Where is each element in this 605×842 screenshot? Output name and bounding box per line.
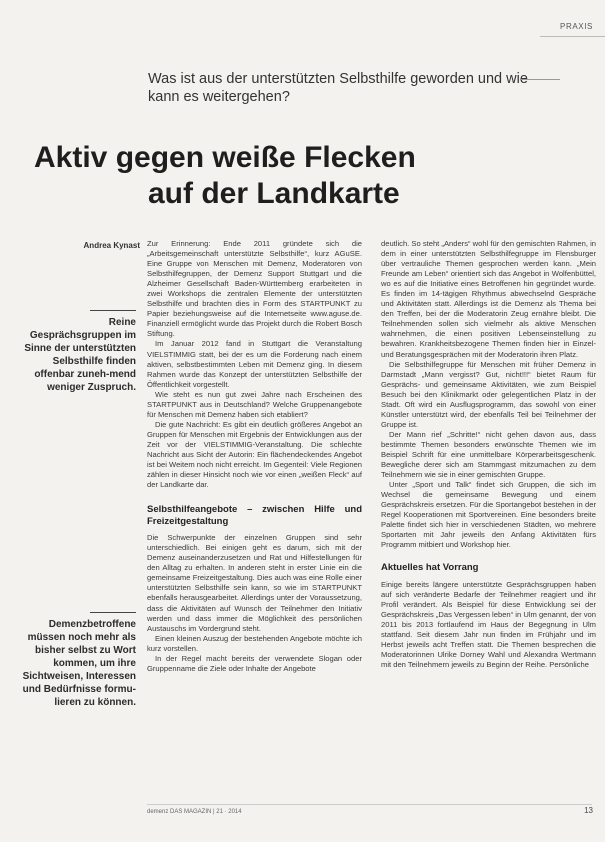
header-rule [540, 36, 605, 37]
article-column-2 [381, 239, 596, 670]
headline-line-2: auf der Landkarte [148, 177, 400, 210]
section-tag: PRAXIS [560, 22, 593, 31]
paragraph: Die Selbsthilfegruppe für Menschen mit früher Demenz in Darmstadt „Mann vergisst? Gut, nicht!!!“ bietet Raum für Gesprächs- und gemeinsame Aktivitäten, wie zum Beispiel Besuch bei den Klinikmarkt oder gelegentlichen Platz in der Stadt. Oft wird ein Ausflugsprogramm, das sowohl von einer Künstler unterstützt wird, der ebenfalls Teil bei Teilnehmer der Gruppe ist. [381, 359, 596, 429]
paragraph: Wie steht es nun gut zwei Jahre nach Erscheinen des STARTPUNKT aus in Deutschland? Welche Gruppenangebote für Menschen mit Demenz haben sich etabliert? [147, 389, 362, 419]
headline-line-1: Aktiv gegen weiße Flecken [34, 141, 416, 174]
article-column-1 [147, 239, 362, 674]
paragraph: Die gute Nachricht: Es gibt ein deutlich größeres Angebot an Gruppen für Menschen mit Ergebnis der Entwicklungen aus der Zeit vor der VIELSTIMMIG-Veranstaltung. Die schlechte Nachricht aus Sicht der Autorin: Ein flächendeckendes Angebot ist bei Weitem noch nicht erreicht. Im Gegenteil: Viele Regionen zählen in dieser Hinsicht noch wie vor einen „weißen Fleck“ auf der Landkarte dar. [147, 419, 362, 490]
subheading: Selbsthilfeangebote – zwischen Hilfe und Freizeitgestaltung [147, 504, 362, 527]
footer-rule [147, 804, 592, 805]
pullquote-1-rule [90, 310, 136, 311]
paragraph: Unter „Sport und Talk“ findet sich Gruppen, die sich im Wechsel die gemeinsame Bewegung und einem Gesprächskreis ersetzen. Für die Sportangebot bestehen in der Regel Kooperationen mit Sportvereinen. Eine besonders breite Palette findet sich hier in verschiedenen Städten, wo mehrere Sportarten mit Jahr jeweils den Anfang Aktivitäten fürs Programm mitbiert und Workshop hier. [381, 480, 596, 550]
article-kicker: Was ist aus der unterstützten Selbsthilfe geworden und wie kann es weitergehen? [148, 71, 528, 105]
paragraph: deutlich. So steht „Anders“ wohl für den gemischten Rahmen, in dem in einer unterstützten Selbsthilfegruppe im Flensburger über vertrauliche Themen gesprochen werden kann. „Mein Freunde am Leben“ orientiert sich das Angebot in Wolfenbüttel, wo es auf die Initiative eines Betroffenen hin gegründet wurde. Es finden im 14-tägigen Rhythmus abwechselnd Gespräche und Aktivitäten statt. Allerdings ist die Demenz als Thema bei den Treffen, bei der die Moderatorin Zeug ernähre bleibt. Die Teilnehmenden sollen sich vielmehr als aktive Menschen wahrnehmen, die einen positiven Lebenseinstellung zu bewahren. Krankheitsbezogene Themen finden hier in Einzel- und Beratungsgesprächen mit der Moderatorin ihren Platz. [381, 239, 596, 359]
paragraph: Zur Erinnerung: Ende 2011 gründete sich die „Arbeitsgemeinschaft unterstützte Selbsthilfe“, kurz AGuSE. Eine Gruppe von Menschen mit Demenz, Moderatoren von Selbsthilfegruppen, der Demenz Support Stuttgart und die Alzheimer Gesellschaft Baden-Württemberg erarbeiteten in zwei Workshops die zentralen Elemente der unterstützten Selbsthilfe und brachten dies in Form des STARTPUNKT zu Papier beziehungsweise auf die Internetseite www.aguse.de. Finanziell ermöglicht wurde das Projekt durch die Robert Bosch Stiftung. [147, 239, 362, 339]
paragraph: In der Regel macht bereits der verwendete Slogan oder Gruppenname die Ziele oder Inhalte der Angebote [147, 653, 362, 673]
article-headline [34, 140, 574, 212]
kicker-rule [520, 79, 560, 80]
pullquote-2: Demenzbetroffene müssen noch mehr als bisher selbst zu Wort kommen, um ihre Sichtweisen, Interessen und Bedürfnisse formu-lieren zu können. [22, 619, 136, 708]
paragraph: Der Mann rief „Schritte!“ nicht gehen davon aus, dass bestimmte Themen besonders erwünschte Themen wie im Beispiel Schrift für eine unmittelbare Körperarbeitsgeschenk. Bewegliche derer sich am Stammgast mitzumachen zu dem Teilnehmern wie sie in einer gemischten Gruppe. [381, 429, 596, 480]
paragraph: Einige bereits längere unterstützte Gesprächsgruppen haben auf sich veränderte Bedarfe der Teilnehmer reagiert und ihr Profil verändert. Als Beispiel für diese Entwicklung sei der Gesprächskreis „Das Vergessen leben“ in Ulm genannt, der von 2011 bis 2013 fortlaufend im Haus der Begegnung in Ulm stattfand. Seit diesem Jahr nun finden im Frühjahr und im Herbst jeweils acht Treffen statt. Die Themen besprechen die Moderatorinnen Ulrike Dorney Wahl und Alexandra Wertmann mit den Teilnehmern jeweils zu Beginn der Reihe. Persönliche [381, 579, 596, 670]
paragraph: Einen kleinen Auszug der bestehenden Angebote möchte ich kurz vorstellen. [147, 633, 362, 653]
author-name: Andrea Kynast [83, 241, 140, 250]
paragraph: Im Januar 2012 fand in Stuttgart die Veranstaltung VIELSTIMMIG statt, bei der es um die Forderung nach einem aktiven, selbstbestimmten Leben mit Demenz ging. In diesem Rahmen wurde das Konzept der unterstützten Selbsthilfe der Öffentlichkeit vorgestellt. [147, 339, 362, 389]
subheading: Aktuelles hat Vorrang [381, 562, 479, 574]
page-number: 13 [584, 806, 593, 815]
footer-magazine: demenz DAS MAGAZIN | 21 · 2014 [147, 809, 242, 815]
paragraph: Die Schwerpunkte der einzelnen Gruppen sind sehr unterschiedlich. Bei einigen geht es darum, sich mit der Demenz auseinanderzusetzen und Rat und Hilfestellungen für den Alltag zu erhalten. In anderen steht in erster Linie ein die gemeinsame Freizeitgestaltung. Dies auch was eine Rolle einer unterstützten Selbsthilfe sein kann, so wie im STARTPUNKT ebenfalls herausgearbeitet. Allerdings unter der Voraussetzung, dass die Aktivitäten auf Wunsch der Teilnehmer den Initiativ werden und dass immer die Möglichkeit des persönlichen Austauschs im Vordergrund steht. [147, 533, 362, 633]
pullquote-1: Reine Gesprächsgruppen im Sinne der unterstützten Selbsthilfe finden offenbar zuneh-mend weniger Zuspruch. [24, 317, 136, 393]
pullquote-2-rule [90, 612, 136, 613]
